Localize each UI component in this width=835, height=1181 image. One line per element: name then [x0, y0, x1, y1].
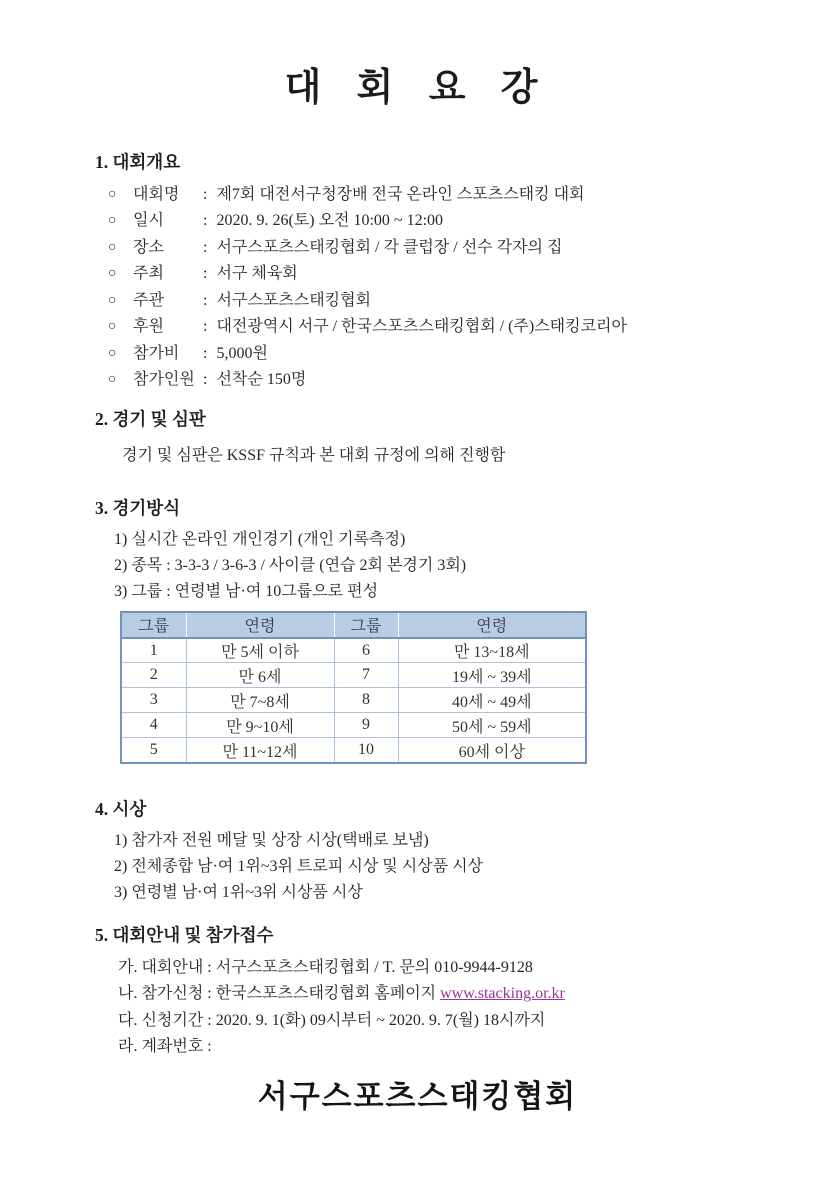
- table-header-cell: 연령: [186, 612, 334, 638]
- overview-item-venue: [108, 235, 835, 262]
- section-rules-heading: 2. 경기 및 심판: [95, 408, 206, 429]
- table-row: [121, 638, 586, 663]
- registration-item-apply: [118, 981, 835, 1008]
- circle-bullet-icon: ○: [108, 213, 117, 229]
- rules-body: 경기 및 심판은 KSSF 규칙과 본 대회 규정에 의해 진행함: [122, 446, 506, 464]
- table-cell: 만 6세: [186, 663, 334, 688]
- item-colon: :: [203, 212, 208, 230]
- item-value: 2020. 9. 26(토) 오전 10:00 ~ 12:00: [216, 212, 444, 230]
- table-cell: 10: [334, 738, 398, 763]
- item-value: 서구 체육회: [216, 265, 298, 283]
- age-group-table: [120, 611, 587, 764]
- registration-text: 라. 계좌번호 :: [118, 1038, 212, 1056]
- registration-item-info: [118, 955, 835, 982]
- table-row: [121, 688, 586, 713]
- table-cell: 7: [334, 663, 398, 688]
- awards-item: 3) 연령별 남·여 1위~3위 시상품 시상: [114, 883, 363, 901]
- item-label: 대회명: [133, 185, 180, 203]
- item-label: 참가인원: [133, 371, 195, 389]
- item-colon: :: [203, 318, 208, 336]
- format-item: 3) 그룹 : 연령별 남·여 10그룹으로 편성: [114, 582, 379, 600]
- table-cell: 만 5세 이하: [186, 638, 334, 663]
- item-colon: :: [203, 291, 208, 309]
- item-value: 대전광역시 서구 / 한국스포츠스태킹협회 / (주)스태킹코리아: [216, 318, 627, 336]
- item-label: 주최: [133, 265, 164, 283]
- table-cell: 5: [121, 738, 186, 763]
- circle-bullet-icon: ○: [108, 292, 117, 308]
- table-cell: 8: [334, 688, 398, 713]
- item-value: 5,000원: [216, 344, 268, 362]
- table-cell: 50세 ~ 59세: [398, 713, 586, 738]
- overview-item-sponsor: [108, 314, 835, 341]
- awards-item: 2) 전체종합 남·여 1위~3위 트로피 시상 및 시상품 시상: [114, 857, 483, 875]
- overview-item-organizer: [108, 288, 835, 315]
- awards-list: [0, 828, 835, 906]
- overview-item-datetime: [108, 208, 835, 235]
- item-label: 일시: [133, 212, 164, 230]
- overview-item-name: [108, 182, 835, 209]
- item-colon: :: [203, 265, 208, 283]
- table-cell: 만 9~10세: [186, 713, 334, 738]
- table-cell: 만 7~8세: [186, 688, 334, 713]
- footer-org-name: 서구스포츠스태킹협회: [257, 1078, 578, 1114]
- table-header-cell: 연령: [398, 612, 586, 638]
- page-title: 대 회 요 강: [284, 67, 551, 109]
- table-row: [121, 663, 586, 688]
- overview-item-host: [108, 261, 835, 288]
- table-header-cell: 그룹: [334, 612, 398, 638]
- item-value: 제7회 대전서구청장배 전국 온라인 스포츠스태킹 대회: [216, 185, 585, 203]
- registration-text: 나. 참가신청 : 한국스포츠스태킹협회 홈페이지: [118, 985, 441, 1003]
- format-item: 1) 실시간 온라인 개인경기 (개인 기록측정): [114, 530, 406, 548]
- table-cell: 1: [121, 638, 186, 663]
- section-awards-heading: 4. 시상: [95, 798, 147, 819]
- table-cell: 만 11~12세: [186, 738, 334, 763]
- item-label: 참가비: [133, 344, 180, 362]
- table-cell: 9: [334, 713, 398, 738]
- overview-item-capacity: [108, 367, 835, 394]
- item-value: 선착순 150명: [216, 371, 307, 389]
- table-cell: 19세 ~ 39세: [398, 663, 586, 688]
- section-overview-heading: 1. 대회개요: [95, 151, 181, 172]
- registration-list: [0, 955, 835, 1061]
- overview-list: [0, 182, 835, 394]
- registration-text: 가. 대회안내 : 서구스포츠스태킹협회 / T. 문의 010-9944-9128: [118, 958, 533, 976]
- circle-bullet-icon: ○: [108, 266, 117, 282]
- registration-text: 다. 신청기간 : 2020. 9. 1(화) 09시부터 ~ 2020. 9. 7(월) 18시까지: [118, 1011, 546, 1029]
- table-row: [121, 713, 586, 738]
- item-colon: :: [203, 344, 208, 362]
- item-colon: :: [203, 185, 208, 203]
- table-cell: 만 13~18세: [398, 638, 586, 663]
- section-registration-heading: 5. 대회안내 및 참가접수: [95, 924, 274, 945]
- circle-bullet-icon: ○: [108, 319, 117, 335]
- format-list: [0, 527, 835, 605]
- table-header-row: [121, 612, 586, 638]
- item-label: 장소: [133, 238, 164, 256]
- registration-item-period: [118, 1008, 835, 1035]
- registration-item-account: [118, 1034, 835, 1061]
- circle-bullet-icon: ○: [108, 186, 117, 202]
- table-cell: 2: [121, 663, 186, 688]
- stacking-website-link[interactable]: www.stacking.or.kr: [440, 985, 565, 1003]
- table-cell: 6: [334, 638, 398, 663]
- table-cell: 4: [121, 713, 186, 738]
- overview-item-fee: [108, 341, 835, 368]
- awards-item: 1) 참가자 전원 메달 및 상장 시상(택배로 보냄): [114, 831, 429, 849]
- item-value: 서구스포츠스태킹협회 / 각 클럽장 / 선수 각자의 집: [216, 238, 563, 256]
- section-format-heading: 3. 경기방식: [95, 497, 181, 518]
- circle-bullet-icon: ○: [108, 239, 117, 255]
- item-label: 주관: [133, 291, 164, 309]
- circle-bullet-icon: ○: [108, 345, 117, 361]
- table-row: [121, 738, 586, 763]
- item-label: 후원: [133, 318, 164, 336]
- circle-bullet-icon: ○: [108, 372, 117, 388]
- table-cell: 3: [121, 688, 186, 713]
- item-value: 서구스포츠스태킹협회: [216, 291, 372, 309]
- item-colon: :: [203, 371, 208, 389]
- format-item: 2) 종목 : 3-3-3 / 3-6-3 / 사이클 (연습 2회 본경기 3회): [114, 556, 467, 574]
- item-colon: :: [203, 238, 208, 256]
- table-cell: 40세 ~ 49세: [398, 688, 586, 713]
- table-header-cell: 그룹: [121, 612, 186, 638]
- table-cell: 60세 이상: [398, 738, 586, 763]
